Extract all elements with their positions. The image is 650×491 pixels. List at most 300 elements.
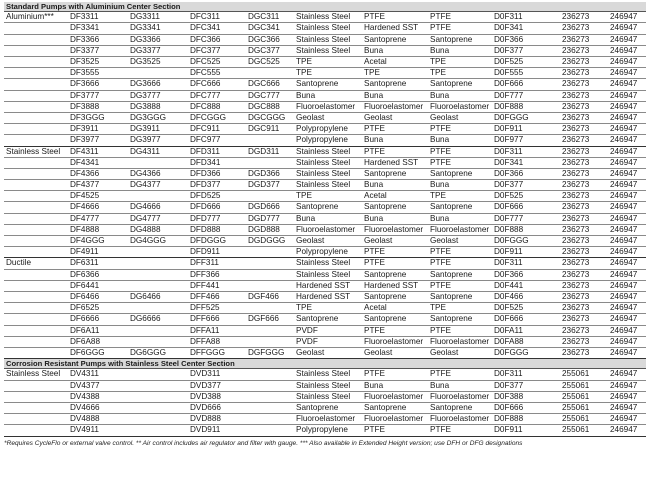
table-cell: 246947 bbox=[610, 402, 638, 412]
table-cell: DF6366 bbox=[70, 269, 100, 279]
table-cell: PTFE bbox=[430, 369, 451, 379]
table-cell: D0F555 bbox=[494, 68, 524, 78]
group-label bbox=[4, 225, 70, 235]
table-cell: Stainless Steel bbox=[296, 180, 351, 190]
group-label bbox=[4, 381, 70, 391]
table-cell: DG3366 bbox=[130, 34, 161, 44]
table-cell: 236273 bbox=[562, 213, 590, 223]
table-cell: D0F441 bbox=[494, 280, 524, 290]
table-cell: 236273 bbox=[562, 303, 590, 313]
table-cell: 236273 bbox=[562, 224, 590, 234]
table-row bbox=[4, 258, 646, 269]
table-cell: Buna bbox=[364, 180, 384, 190]
table-cell bbox=[248, 403, 296, 413]
table-cell: DG6466 bbox=[130, 291, 161, 301]
table-cell: D0F888 bbox=[494, 101, 524, 111]
table-row bbox=[4, 124, 646, 135]
table-cell: DFC666 bbox=[190, 79, 221, 89]
table-cell: DVD311 bbox=[190, 369, 221, 379]
table-cell bbox=[130, 403, 190, 413]
table-cell: DFC555 bbox=[190, 68, 221, 78]
table-cell: DV4311 bbox=[70, 369, 99, 379]
table-row bbox=[4, 113, 646, 124]
table-cell: Acetal bbox=[364, 191, 387, 201]
table-cell: Fluoroelastomer bbox=[430, 414, 490, 424]
table-cell: DGD777 bbox=[248, 213, 280, 223]
table-cell: 236273 bbox=[562, 79, 590, 89]
table-cell: TPE bbox=[296, 57, 312, 67]
table-row bbox=[4, 225, 646, 236]
table-cell: DGC366 bbox=[248, 34, 280, 44]
table-cell: 246947 bbox=[610, 90, 638, 100]
table-cell: 246947 bbox=[610, 291, 638, 301]
table-cell: DFC366 bbox=[190, 34, 221, 44]
table-cell: 236273 bbox=[562, 325, 590, 335]
table-cell: 246947 bbox=[610, 23, 638, 33]
table-cell: 236273 bbox=[562, 191, 590, 201]
table-row bbox=[4, 403, 646, 414]
table-cell: 236273 bbox=[562, 101, 590, 111]
table-cell: DGCGGG bbox=[248, 112, 286, 122]
table-cell: DF3888 bbox=[70, 101, 100, 111]
table-cell: PTFE bbox=[430, 124, 451, 134]
table-cell: Fluoroelastomer bbox=[430, 336, 490, 346]
table-cell: 236273 bbox=[562, 124, 590, 134]
table-row bbox=[4, 392, 646, 403]
table-cell: DFF366 bbox=[190, 269, 220, 279]
table-row bbox=[4, 202, 646, 213]
table-cell: DF6525 bbox=[70, 303, 100, 313]
group-label bbox=[4, 303, 70, 313]
table-cell: 236273 bbox=[562, 45, 590, 55]
table-cell: 236273 bbox=[562, 336, 590, 346]
section-header: Standard Pumps with Aluminium Center Section bbox=[4, 2, 646, 12]
table-cell: DF3911 bbox=[70, 124, 99, 134]
table-cell: D0F311 bbox=[494, 369, 523, 379]
table-cell: 246947 bbox=[610, 258, 638, 268]
group-label bbox=[4, 191, 70, 201]
table-row bbox=[4, 326, 646, 337]
table-cell: Stainless Steel bbox=[296, 34, 351, 44]
table-cell: DG4366 bbox=[130, 168, 161, 178]
table-cell: 255061 bbox=[562, 391, 590, 401]
table-cell: 246947 bbox=[610, 79, 638, 89]
table-cell: Polypropylene bbox=[296, 124, 348, 134]
table-cell: DGD366 bbox=[248, 168, 280, 178]
table-cell: 246947 bbox=[610, 247, 638, 257]
table-cell: Hardened SST bbox=[364, 280, 419, 290]
table-cell bbox=[130, 381, 190, 391]
table-cell: DG4666 bbox=[130, 202, 161, 212]
table-cell: DF4888 bbox=[70, 224, 100, 234]
table-cell: DVD377 bbox=[190, 380, 221, 390]
group-label bbox=[4, 202, 70, 212]
group-label: Stainless Steel bbox=[6, 146, 61, 156]
table-cell: 246947 bbox=[610, 135, 638, 145]
table-cell: Geolast bbox=[364, 112, 393, 122]
table-cell: 236273 bbox=[562, 90, 590, 100]
table-cell: Fluoroelastomer bbox=[430, 391, 490, 401]
table-cell: Buna bbox=[430, 180, 450, 190]
table-cell: DGFGGG bbox=[248, 347, 285, 357]
table-cell: DFD777 bbox=[190, 213, 221, 223]
table-cell: Stainless Steel bbox=[296, 157, 351, 167]
group-label bbox=[4, 180, 70, 190]
table-row bbox=[4, 169, 646, 180]
table-cell: 246947 bbox=[610, 146, 638, 156]
table-cell: DG3341 bbox=[130, 23, 161, 33]
table-cell: DG3977 bbox=[130, 135, 161, 145]
table-cell: DF3666 bbox=[70, 79, 100, 89]
table-cell: DFD366 bbox=[190, 168, 221, 178]
table-cell: Buna bbox=[364, 45, 384, 55]
table-cell: TPE bbox=[430, 303, 446, 313]
table-cell: 246947 bbox=[610, 34, 638, 44]
table-cell: DFF311 bbox=[190, 258, 219, 268]
table-row bbox=[4, 135, 646, 146]
table-cell: 246947 bbox=[610, 303, 638, 313]
table-cell bbox=[130, 414, 190, 424]
table-cell: DG3911 bbox=[130, 124, 160, 134]
table-cell: DF3377 bbox=[70, 45, 100, 55]
table-cell: DV4388 bbox=[70, 391, 100, 401]
table-cell: PVDF bbox=[296, 325, 318, 335]
table-cell: 236273 bbox=[562, 236, 590, 246]
group-label bbox=[4, 135, 70, 145]
table-cell: DFDGGG bbox=[190, 236, 226, 246]
table-cell: Fluoroelastomer bbox=[296, 224, 356, 234]
table-cell: 236273 bbox=[562, 168, 590, 178]
table-row bbox=[4, 180, 646, 191]
table-cell bbox=[248, 158, 296, 168]
group-label bbox=[4, 414, 70, 424]
table-cell bbox=[130, 326, 190, 336]
group-label bbox=[4, 348, 70, 358]
table-cell: Fluoroelastomer bbox=[364, 224, 424, 234]
table-cell: DGC525 bbox=[248, 57, 280, 67]
group-label bbox=[4, 46, 70, 56]
table-cell: Santoprene bbox=[430, 34, 473, 44]
table-cell: DG3888 bbox=[130, 101, 161, 111]
table-cell: D0F311 bbox=[494, 12, 523, 22]
table-cell: PTFE bbox=[364, 258, 385, 268]
table-cell: Fluoroelastomer bbox=[430, 224, 490, 234]
table-cell: TPE bbox=[430, 68, 446, 78]
table-cell: Santoprene bbox=[430, 269, 473, 279]
table-cell: 246947 bbox=[610, 280, 638, 290]
table-cell bbox=[248, 392, 296, 402]
table-cell: Fluoroelastomer bbox=[364, 101, 424, 111]
table-cell: PTFE bbox=[364, 146, 385, 156]
table-cell: D0F366 bbox=[494, 34, 524, 44]
table-cell bbox=[248, 68, 296, 78]
table-cell: 246947 bbox=[610, 325, 638, 335]
table-cell: D0F366 bbox=[494, 269, 524, 279]
table-cell: D0FGGG bbox=[494, 112, 529, 122]
table-row bbox=[4, 191, 646, 202]
table-cell: DF3366 bbox=[70, 34, 100, 44]
table-cell bbox=[130, 303, 190, 313]
table-row bbox=[4, 236, 646, 247]
table-cell: Santoprene bbox=[364, 314, 407, 324]
table-cell bbox=[130, 392, 190, 402]
table-cell: DFD341 bbox=[190, 157, 221, 167]
table-cell: D0F341 bbox=[494, 157, 524, 167]
table-row bbox=[4, 91, 646, 102]
table-cell bbox=[130, 247, 190, 257]
table-cell: PTFE bbox=[430, 280, 451, 290]
table-cell: DF6311 bbox=[70, 258, 99, 268]
table-cell: DFD377 bbox=[190, 180, 221, 190]
table-cell: Buna bbox=[430, 90, 450, 100]
table-cell: PTFE bbox=[364, 425, 385, 435]
group-label bbox=[4, 35, 70, 45]
table-cell: Geolast bbox=[430, 236, 459, 246]
table-cell: DGD888 bbox=[248, 224, 280, 234]
table-cell: DF3977 bbox=[70, 135, 100, 145]
table-row bbox=[4, 303, 646, 314]
table-cell: D0F888 bbox=[494, 414, 524, 424]
table-cell: D0F388 bbox=[494, 391, 524, 401]
table-cell: DF6A11 bbox=[70, 325, 100, 335]
table-cell: Santoprene bbox=[364, 34, 407, 44]
table-cell: DGC777 bbox=[248, 90, 280, 100]
table-cell: DF4777 bbox=[70, 213, 100, 223]
table-cell: DF4525 bbox=[70, 191, 100, 201]
table-cell: Fluoroelastomer bbox=[296, 414, 356, 424]
table-cell: DV4666 bbox=[70, 402, 100, 412]
table-cell: Fluoroelastomer bbox=[296, 101, 356, 111]
group-label bbox=[4, 113, 70, 123]
table-cell: Polypropylene bbox=[296, 247, 348, 257]
table-cell bbox=[248, 337, 296, 347]
table-cell bbox=[248, 247, 296, 257]
table-cell: DVD666 bbox=[190, 402, 221, 412]
table-cell: PTFE bbox=[364, 369, 385, 379]
group-label bbox=[4, 270, 70, 280]
table-cell: Hardened SST bbox=[296, 280, 351, 290]
table-row bbox=[4, 314, 646, 325]
table-cell bbox=[248, 270, 296, 280]
table-cell: D0F466 bbox=[494, 291, 524, 301]
table-cell: DGF466 bbox=[248, 291, 279, 301]
table-cell: Santoprene bbox=[430, 202, 473, 212]
table-cell: DFC911 bbox=[190, 124, 220, 134]
table-cell: DGD377 bbox=[248, 180, 280, 190]
table-cell: 246947 bbox=[610, 112, 638, 122]
table-cell: 246947 bbox=[610, 57, 638, 67]
table-cell: 236273 bbox=[562, 146, 590, 156]
table-cell: PTFE bbox=[430, 12, 451, 22]
table-cell: DG6666 bbox=[130, 314, 161, 324]
table-cell bbox=[130, 337, 190, 347]
table-cell: Acetal bbox=[364, 303, 387, 313]
table-cell: DFD311 bbox=[190, 146, 220, 156]
table-cell: DV4911 bbox=[70, 425, 99, 435]
table-cell: 246947 bbox=[610, 336, 638, 346]
table-cell: DF3525 bbox=[70, 57, 100, 67]
table-cell: DF3311 bbox=[70, 12, 99, 22]
table-cell: D0F525 bbox=[494, 303, 524, 313]
table-cell: D0F311 bbox=[494, 258, 523, 268]
table-cell: Fluoroelastomer bbox=[364, 391, 424, 401]
group-label: Ductile bbox=[6, 258, 32, 268]
table-cell: DGD666 bbox=[248, 202, 280, 212]
table-cell: DG3377 bbox=[130, 45, 161, 55]
table-cell: DV4377 bbox=[70, 380, 100, 390]
table-cell: Stainless Steel bbox=[296, 269, 351, 279]
table-cell: PTFE bbox=[430, 425, 451, 435]
table-cell: DGC911 bbox=[248, 124, 280, 134]
table-cell: D0FGGG bbox=[494, 236, 529, 246]
group-label bbox=[4, 236, 70, 246]
table-cell: DFF466 bbox=[190, 291, 220, 301]
table-cell: D0F666 bbox=[494, 314, 524, 324]
table-cell: 236273 bbox=[562, 280, 590, 290]
table-cell: Santoprene bbox=[364, 402, 407, 412]
table-cell bbox=[130, 369, 190, 379]
section-header: Corrosion Resistant Pumps with Stainless Steel Center Section bbox=[4, 359, 646, 369]
table-cell: DF4911 bbox=[70, 247, 99, 257]
table-cell: D0F341 bbox=[494, 23, 524, 33]
table-row bbox=[4, 214, 646, 225]
table-cell: 236273 bbox=[562, 247, 590, 257]
table-cell: Stainless Steel bbox=[296, 369, 351, 379]
table-cell: 246947 bbox=[610, 314, 638, 324]
table-cell: DVD388 bbox=[190, 391, 221, 401]
table-cell: DGD311 bbox=[248, 146, 280, 156]
table-cell: DF4377 bbox=[70, 180, 100, 190]
table-cell: PTFE bbox=[364, 124, 385, 134]
table-cell: D0F777 bbox=[494, 90, 524, 100]
table-cell: DFFGGG bbox=[190, 347, 226, 357]
table-cell: DFC525 bbox=[190, 57, 221, 67]
table-cell: Buna bbox=[430, 213, 450, 223]
group-label bbox=[4, 169, 70, 179]
table-cell: DGDGGG bbox=[248, 236, 286, 246]
group-label bbox=[4, 314, 70, 324]
table-cell: D0F525 bbox=[494, 57, 524, 67]
table-cell: 246947 bbox=[610, 191, 638, 201]
table-cell: 236273 bbox=[562, 68, 590, 78]
table-cell: Santoprene bbox=[364, 79, 407, 89]
table-cell: D0FA11 bbox=[494, 325, 523, 335]
table-cell: DGC666 bbox=[248, 79, 280, 89]
table-cell: Santoprene bbox=[296, 402, 339, 412]
table-cell: 236273 bbox=[562, 347, 590, 357]
table-cell: D0F311 bbox=[494, 146, 523, 156]
table-cell: Geolast bbox=[364, 347, 393, 357]
table-cell: D0FGGG bbox=[494, 347, 529, 357]
table-cell: DG4311 bbox=[130, 146, 160, 156]
table-cell bbox=[248, 281, 296, 291]
table-cell: Stainless Steel bbox=[296, 12, 351, 22]
table-cell: PTFE bbox=[364, 325, 385, 335]
table-cell: PTFE bbox=[430, 258, 451, 268]
table-cell: DFC977 bbox=[190, 135, 221, 145]
table-cell: TPE bbox=[364, 68, 380, 78]
table-cell: 246947 bbox=[610, 425, 638, 435]
table-cell: DF6A88 bbox=[70, 336, 101, 346]
table-cell: DF6466 bbox=[70, 291, 100, 301]
table-cell: DGC341 bbox=[248, 23, 280, 33]
table-cell: D0F666 bbox=[494, 79, 524, 89]
table-row bbox=[4, 414, 646, 425]
table-cell: PTFE bbox=[364, 12, 385, 22]
table-cell: DF3777 bbox=[70, 90, 100, 100]
table-cell: Acetal bbox=[364, 57, 387, 67]
table-row bbox=[4, 369, 646, 380]
group-label bbox=[4, 326, 70, 336]
table-row bbox=[4, 35, 646, 46]
table-cell: 246947 bbox=[610, 180, 638, 190]
group-label bbox=[4, 91, 70, 101]
group-label bbox=[4, 392, 70, 402]
table-cell: DF4366 bbox=[70, 168, 100, 178]
table-cell: TPE bbox=[430, 57, 446, 67]
table-cell: Santoprene bbox=[430, 79, 473, 89]
table-cell bbox=[130, 158, 190, 168]
table-cell: Santoprene bbox=[296, 202, 339, 212]
table-cell: DFD911 bbox=[190, 247, 220, 257]
table-row bbox=[4, 23, 646, 34]
table-cell: PTFE bbox=[430, 157, 451, 167]
table-cell: Santoprene bbox=[430, 168, 473, 178]
table-cell: DF3555 bbox=[70, 68, 100, 78]
table-cell: DFFA11 bbox=[190, 325, 220, 335]
table-cell: 246947 bbox=[610, 347, 638, 357]
table-cell: Stainless Steel bbox=[296, 168, 351, 178]
group-label bbox=[4, 337, 70, 347]
table-cell: DVD888 bbox=[190, 414, 221, 424]
table-cell: 255061 bbox=[562, 414, 590, 424]
group-label bbox=[4, 102, 70, 112]
table-cell: 246947 bbox=[610, 236, 638, 246]
table-cell: 246947 bbox=[610, 157, 638, 167]
table-cell: DV4888 bbox=[70, 414, 100, 424]
group-label bbox=[4, 79, 70, 89]
table-cell: D0FA88 bbox=[494, 336, 524, 346]
table-cell: D0F911 bbox=[494, 124, 523, 134]
table-cell: 236273 bbox=[562, 135, 590, 145]
table-cell: 246947 bbox=[610, 369, 638, 379]
table-cell: DFC888 bbox=[190, 101, 221, 111]
table-cell: DFC377 bbox=[190, 45, 221, 55]
table-cell: PTFE bbox=[430, 247, 451, 257]
table-cell: Polypropylene bbox=[296, 425, 348, 435]
table-cell: PTFE bbox=[364, 247, 385, 257]
table-row bbox=[4, 348, 646, 359]
group-label: Stainless Steel bbox=[6, 369, 61, 379]
table-cell: TPE bbox=[296, 68, 312, 78]
table-cell: 236273 bbox=[562, 314, 590, 324]
table-cell: Santoprene bbox=[364, 202, 407, 212]
table-cell: 236273 bbox=[562, 269, 590, 279]
table-cell: D0F377 bbox=[494, 45, 524, 55]
table-row bbox=[4, 381, 646, 392]
table-cell: DG3777 bbox=[130, 90, 161, 100]
table-cell: TPE bbox=[296, 303, 312, 313]
table-cell: Fluoroelastomer bbox=[364, 414, 424, 424]
table-cell: DGC377 bbox=[248, 45, 280, 55]
table-cell bbox=[248, 425, 296, 435]
table-cell: DG3311 bbox=[130, 12, 160, 22]
table-cell: DGF666 bbox=[248, 314, 279, 324]
table-cell: Buna bbox=[296, 90, 316, 100]
table-cell: 246947 bbox=[610, 380, 638, 390]
table-cell: DF6GGG bbox=[70, 347, 105, 357]
table-cell: DFD525 bbox=[190, 191, 221, 201]
